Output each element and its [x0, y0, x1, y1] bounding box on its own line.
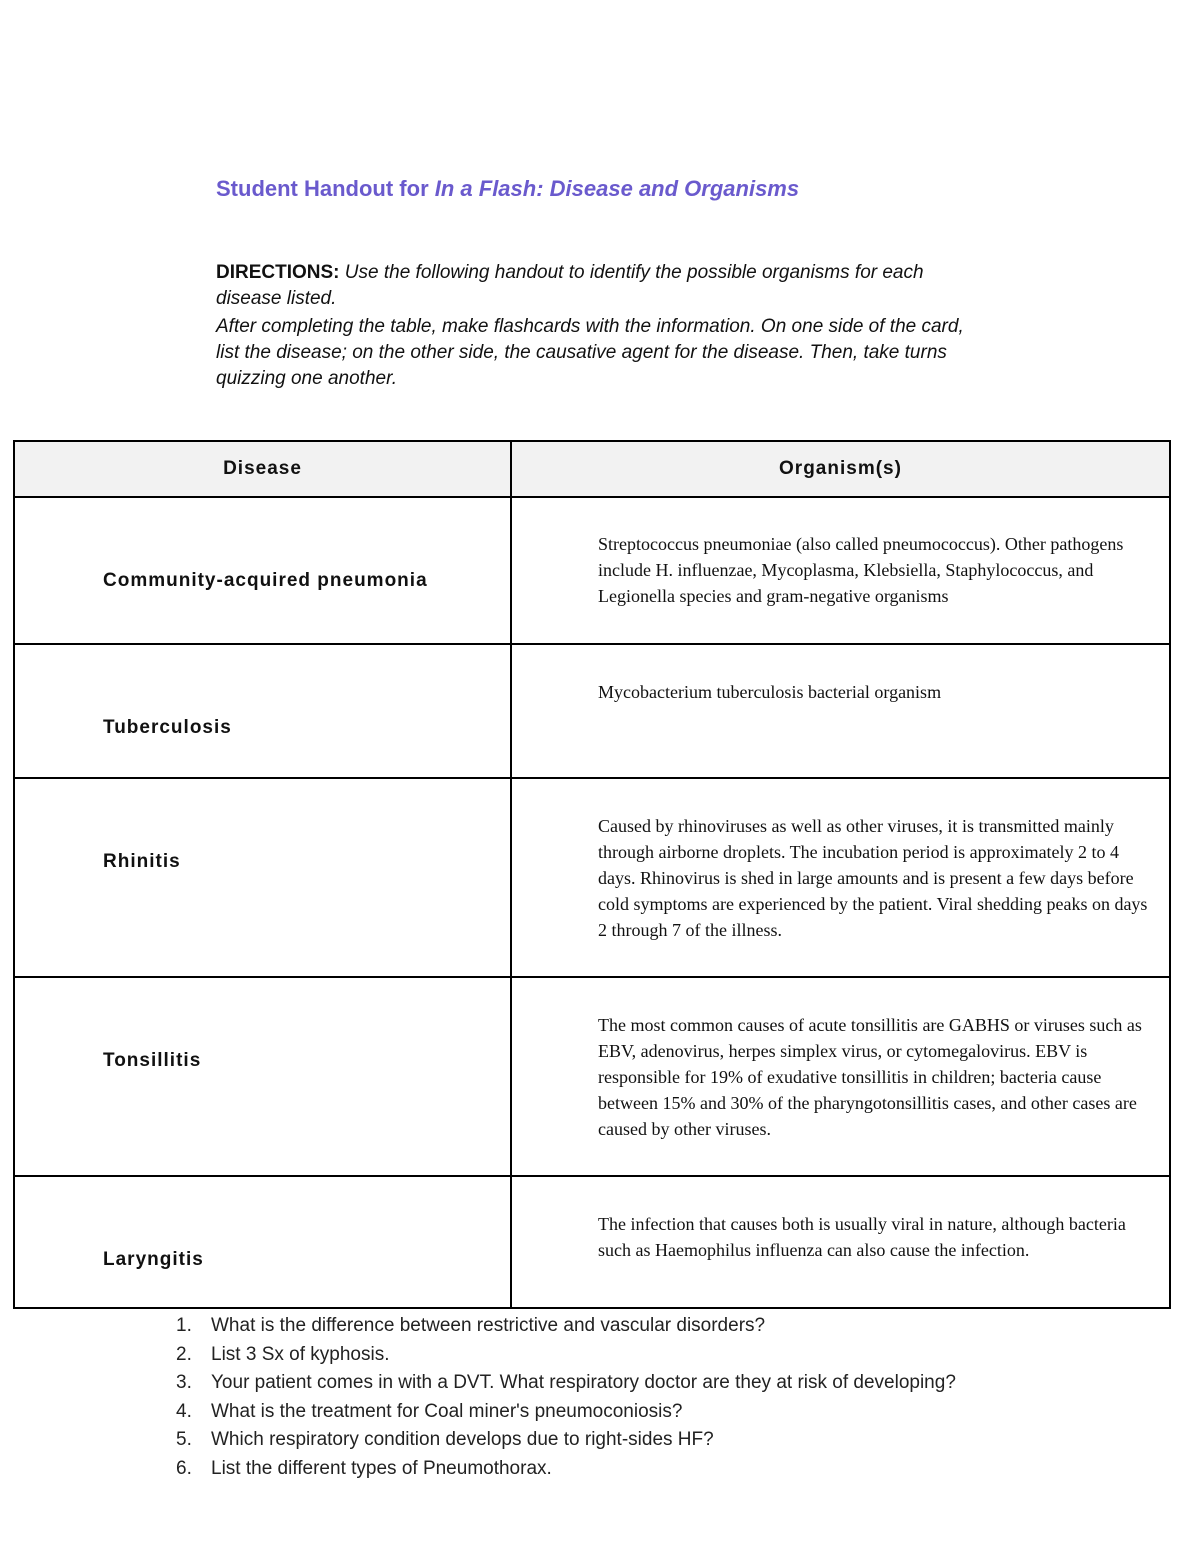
directions-label: DIRECTIONS:: [216, 262, 340, 283]
table-row: [14, 778, 1170, 977]
list-item: [176, 1369, 956, 1398]
directions-line1: Use the following handout to identify the possible organisms for each disease listed.: [216, 262, 924, 309]
organism-cell: Streptococcus pneumoniae (also called pneumococcus). Other pathogens include H. influenzae, Mycoplasma, Klebsiella, Staphylococcus, and Legionella species and gram-negative organisms: [598, 534, 1124, 606]
disease-cell: Rhinitis: [103, 851, 181, 872]
question-text: What is the treatment for Coal miner's pneumoconiosis?: [211, 1400, 683, 1422]
page-title: [216, 176, 799, 202]
question-number: 2.: [176, 1343, 192, 1365]
list-item: [176, 1455, 956, 1484]
table-row: [14, 1176, 1170, 1308]
table-row: [14, 977, 1170, 1176]
title-italic: In a Flash: Disease and Organisms: [434, 176, 800, 201]
question-number: 1.: [176, 1315, 192, 1336]
disease-cell: Tuberculosis: [103, 717, 232, 738]
question-number: 6.: [176, 1457, 192, 1479]
disease-cell: Tonsillitis: [103, 1050, 202, 1071]
question-number: 3.: [176, 1372, 192, 1394]
list-item: [176, 1341, 956, 1370]
disease-cell: Community-acquired pneumonia: [103, 570, 428, 591]
disease-cell: Laryngitis: [103, 1249, 204, 1270]
list-item: [176, 1312, 956, 1341]
organism-cell: Mycobacterium tuberculosis bacterial organism: [598, 682, 942, 702]
list-item: [176, 1426, 956, 1455]
organism-cell: The most common causes of acute tonsillitis are GABHS or viruses such as EBV, adenovirus, herpes simplex virus, or cytomegalovirus. EBV is responsible for 19% of exudative tonsillitis in children; bacteria cause between 15% and 30% of the pharyngotonsillitis cases, and other cases are caused by other viruses.: [598, 1015, 1142, 1139]
title-prefix: Student Handout for: [216, 176, 435, 201]
table-row: [14, 644, 1170, 778]
question-text: List the different types of Pneumothorax.: [211, 1457, 552, 1479]
question-number: 4.: [176, 1400, 192, 1422]
question-list: [176, 1312, 956, 1484]
header-disease: Disease: [14, 441, 511, 497]
question-text: Your patient comes in with a DVT. What respiratory doctor are they at risk of developing?: [211, 1372, 956, 1394]
question-text: What is the difference between restrictive and vascular disorders?: [211, 1315, 766, 1336]
list-item: [176, 1398, 956, 1427]
question-text: Which respiratory condition develops due to right-sides HF?: [211, 1429, 714, 1451]
table-row: [14, 497, 1170, 644]
header-organisms: Organism(s): [511, 441, 1170, 497]
directions-line2: After completing the table, make flashcards with the information. On one side of the card, list the disease; on the other side, the causative agent for the disease. Then, take turns quizzing one another.: [216, 316, 964, 389]
disease-organism-table: [13, 440, 1171, 1309]
question-number: 5.: [176, 1429, 192, 1451]
organism-cell: The infection that causes both is usually viral in nature, although bacteria such as Haemophilus influenza can also cause the infection.: [598, 1214, 1126, 1260]
table-header-row: [14, 441, 1170, 497]
directions: [216, 260, 986, 392]
question-text: List 3 Sx of kyphosis.: [211, 1343, 390, 1365]
organism-cell: Caused by rhinoviruses as well as other viruses, it is transmitted mainly through airborne droplets. The incubation period is approximately 2 to 4 days. Rhinovirus is shed in large amounts and is present a few days before cold symptoms are experienced by the patient. Viral shedding peaks on days 2 through 7 of the illness.: [598, 816, 1148, 940]
